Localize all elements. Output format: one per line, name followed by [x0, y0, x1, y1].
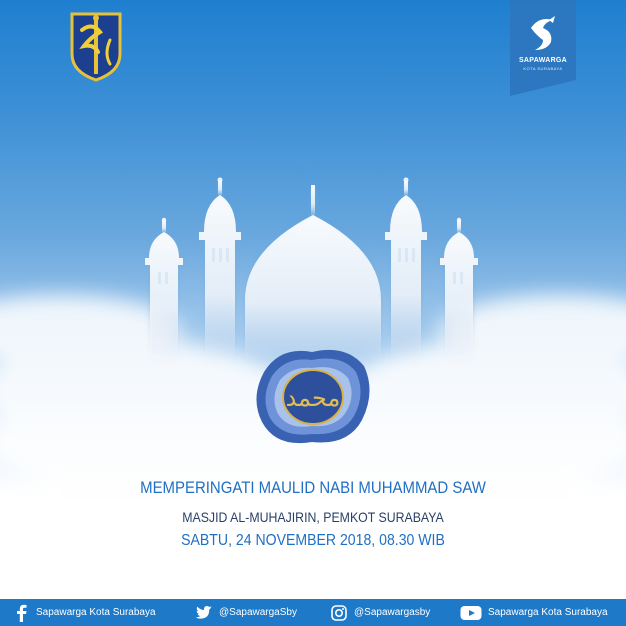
youtube-label: Sapawarga Kota Surabaya: [488, 607, 608, 618]
footer-instagram[interactable]: [330, 599, 430, 626]
facebook-label: Sapawarga Kota Surabaya: [36, 607, 156, 618]
footer-facebook[interactable]: [12, 599, 156, 626]
brand-name: SAPAWARGA: [518, 57, 568, 64]
footer-youtube[interactable]: [460, 599, 608, 626]
brand-subtitle: KOTA SURABAYA: [523, 66, 563, 71]
twitter-label: @SapawargaSby: [219, 607, 297, 618]
instagram-label: @Sapawargasby: [354, 607, 431, 618]
dolphin-logo-icon: [527, 14, 559, 54]
footer-twitter[interactable]: [195, 599, 297, 626]
calligraphy-emblem: [250, 342, 376, 452]
event-datetime: SABTU, 24 NOVEMBER 2018, 08.30 WIB: [181, 532, 445, 549]
calligraphy-text: محمد: [285, 384, 341, 412]
twitter-icon: [195, 604, 213, 622]
event-venue: MASJID AL-MUHAJIRIN, PEMKOT SURABAYA: [182, 509, 444, 525]
facebook-icon: [12, 604, 30, 622]
brand-tag: [510, 0, 576, 96]
instagram-icon: [330, 604, 348, 622]
event-title: MEMPERINGATI MAULID NABI MUHAMMAD SAW: [140, 478, 486, 497]
city-crest-icon: [66, 10, 126, 82]
social-footer: [0, 599, 626, 626]
youtube-icon: [460, 604, 482, 622]
